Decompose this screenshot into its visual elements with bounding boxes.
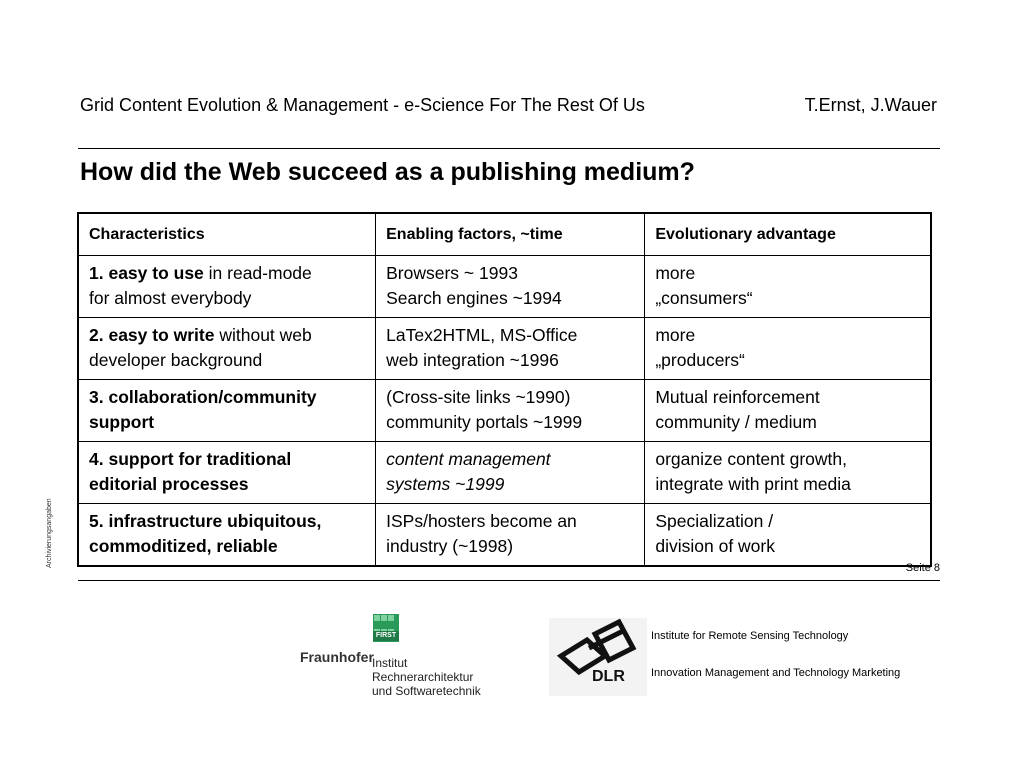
column-header-characteristics: Characteristics	[78, 213, 376, 256]
advantage-cell	[645, 380, 931, 442]
advantage-line2: „producers“	[655, 350, 745, 370]
header-divider	[78, 148, 940, 149]
advantage-line2: integrate with print media	[655, 474, 851, 494]
characteristic-cell	[78, 504, 376, 567]
advantage-line1: more	[655, 325, 696, 345]
characteristic-rest: in read-mode	[203, 263, 312, 283]
table-row	[78, 318, 931, 380]
characteristic-bold: 2. easy to write	[89, 325, 215, 345]
advantage-line1: Specialization /	[655, 511, 774, 531]
enabling-factor-cell	[376, 380, 645, 442]
characteristic-rest: without web	[214, 325, 312, 345]
column-header-evolutionary-advantage: Evolutionary advantage	[645, 213, 931, 256]
table-row	[78, 256, 931, 318]
institute-innovation: Innovation Management and Technology Marketing	[651, 667, 901, 679]
advantage-cell	[645, 504, 931, 567]
institute-line: Rechnerarchitektur	[372, 670, 474, 684]
factor-line2: web integration ~1996	[386, 350, 559, 370]
footer-divider	[78, 580, 940, 581]
advantage-cell	[645, 256, 931, 318]
dlr-text: DLR	[592, 668, 625, 685]
characteristic-cell	[78, 442, 376, 504]
fraunhofer-first-logo	[300, 612, 490, 702]
first-label: FIRST	[373, 631, 399, 641]
factor-line2: community portals ~1999	[386, 412, 583, 432]
characteristic-cell	[78, 380, 376, 442]
factor-line1: content management	[386, 449, 551, 469]
advantage-line1: organize content growth,	[655, 449, 848, 469]
table-row	[78, 380, 931, 442]
factor-line1: LaTex2HTML, MS-Office	[386, 325, 578, 345]
advantage-line2: community / medium	[655, 412, 817, 432]
characteristic-line2: support	[89, 412, 155, 432]
institute-name	[372, 656, 481, 698]
characteristic-line2: developer background	[89, 350, 263, 370]
advantage-line1: more	[655, 263, 696, 283]
advantage-line2: „consumers“	[655, 288, 753, 308]
advantage-cell	[645, 442, 931, 504]
table-row	[78, 442, 931, 504]
enabling-factor-cell	[376, 442, 645, 504]
institute-line: Institut	[372, 656, 408, 670]
institute-remote-sensing: Institute for Remote Sensing Technology	[651, 630, 849, 642]
characteristic-line2: commoditized, reliable	[89, 536, 278, 556]
dlr-logo	[549, 618, 647, 696]
characteristic-line2: editorial processes	[89, 474, 249, 494]
characteristic-cell	[78, 256, 376, 318]
institute-line: und Softwaretechnik	[372, 684, 481, 698]
column-header-enabling-factors: Enabling factors, ~time	[376, 213, 645, 256]
enabling-factor-cell	[376, 256, 645, 318]
factor-line1: Browsers ~ 1993	[386, 263, 518, 283]
slide-title: How did the Web succeed as a publishing medium?	[80, 158, 695, 186]
factor-line2: industry (~1998)	[386, 536, 514, 556]
characteristic-cell	[78, 318, 376, 380]
factor-line1: (Cross-site links ~1990)	[386, 387, 571, 407]
fraunhofer-name: Fraunhofer	[300, 649, 374, 665]
factor-line2: systems ~1999	[386, 474, 505, 494]
archive-note: Archivierungsangaben	[46, 498, 53, 568]
advantage-cell	[645, 318, 931, 380]
header-authors: T.Ernst, J.Wauer	[804, 95, 937, 115]
characteristics-table	[77, 212, 932, 567]
characteristic-line2: for almost everybody	[89, 288, 252, 308]
table-row	[78, 504, 931, 567]
factor-line2: Search engines ~1994	[386, 288, 562, 308]
advantage-line1: Mutual reinforcement	[655, 387, 820, 407]
advantage-line2: division of work	[655, 536, 775, 556]
factor-line1: ISPs/hosters become an	[386, 511, 577, 531]
characteristic-line1: 4. support for traditional	[89, 449, 292, 469]
characteristic-bold: 1. easy to use	[89, 263, 204, 283]
page-number: Seite 8	[905, 562, 940, 574]
header-title: Grid Content Evolution & Management - e-Science For The Rest Of Us	[80, 95, 645, 115]
characteristic-line1: 3. collaboration/community	[89, 387, 317, 407]
enabling-factor-cell	[376, 504, 645, 567]
table-header-row	[78, 213, 931, 256]
enabling-factor-cell	[376, 318, 645, 380]
characteristic-line1: 5. infrastructure ubiquitous,	[89, 511, 322, 531]
